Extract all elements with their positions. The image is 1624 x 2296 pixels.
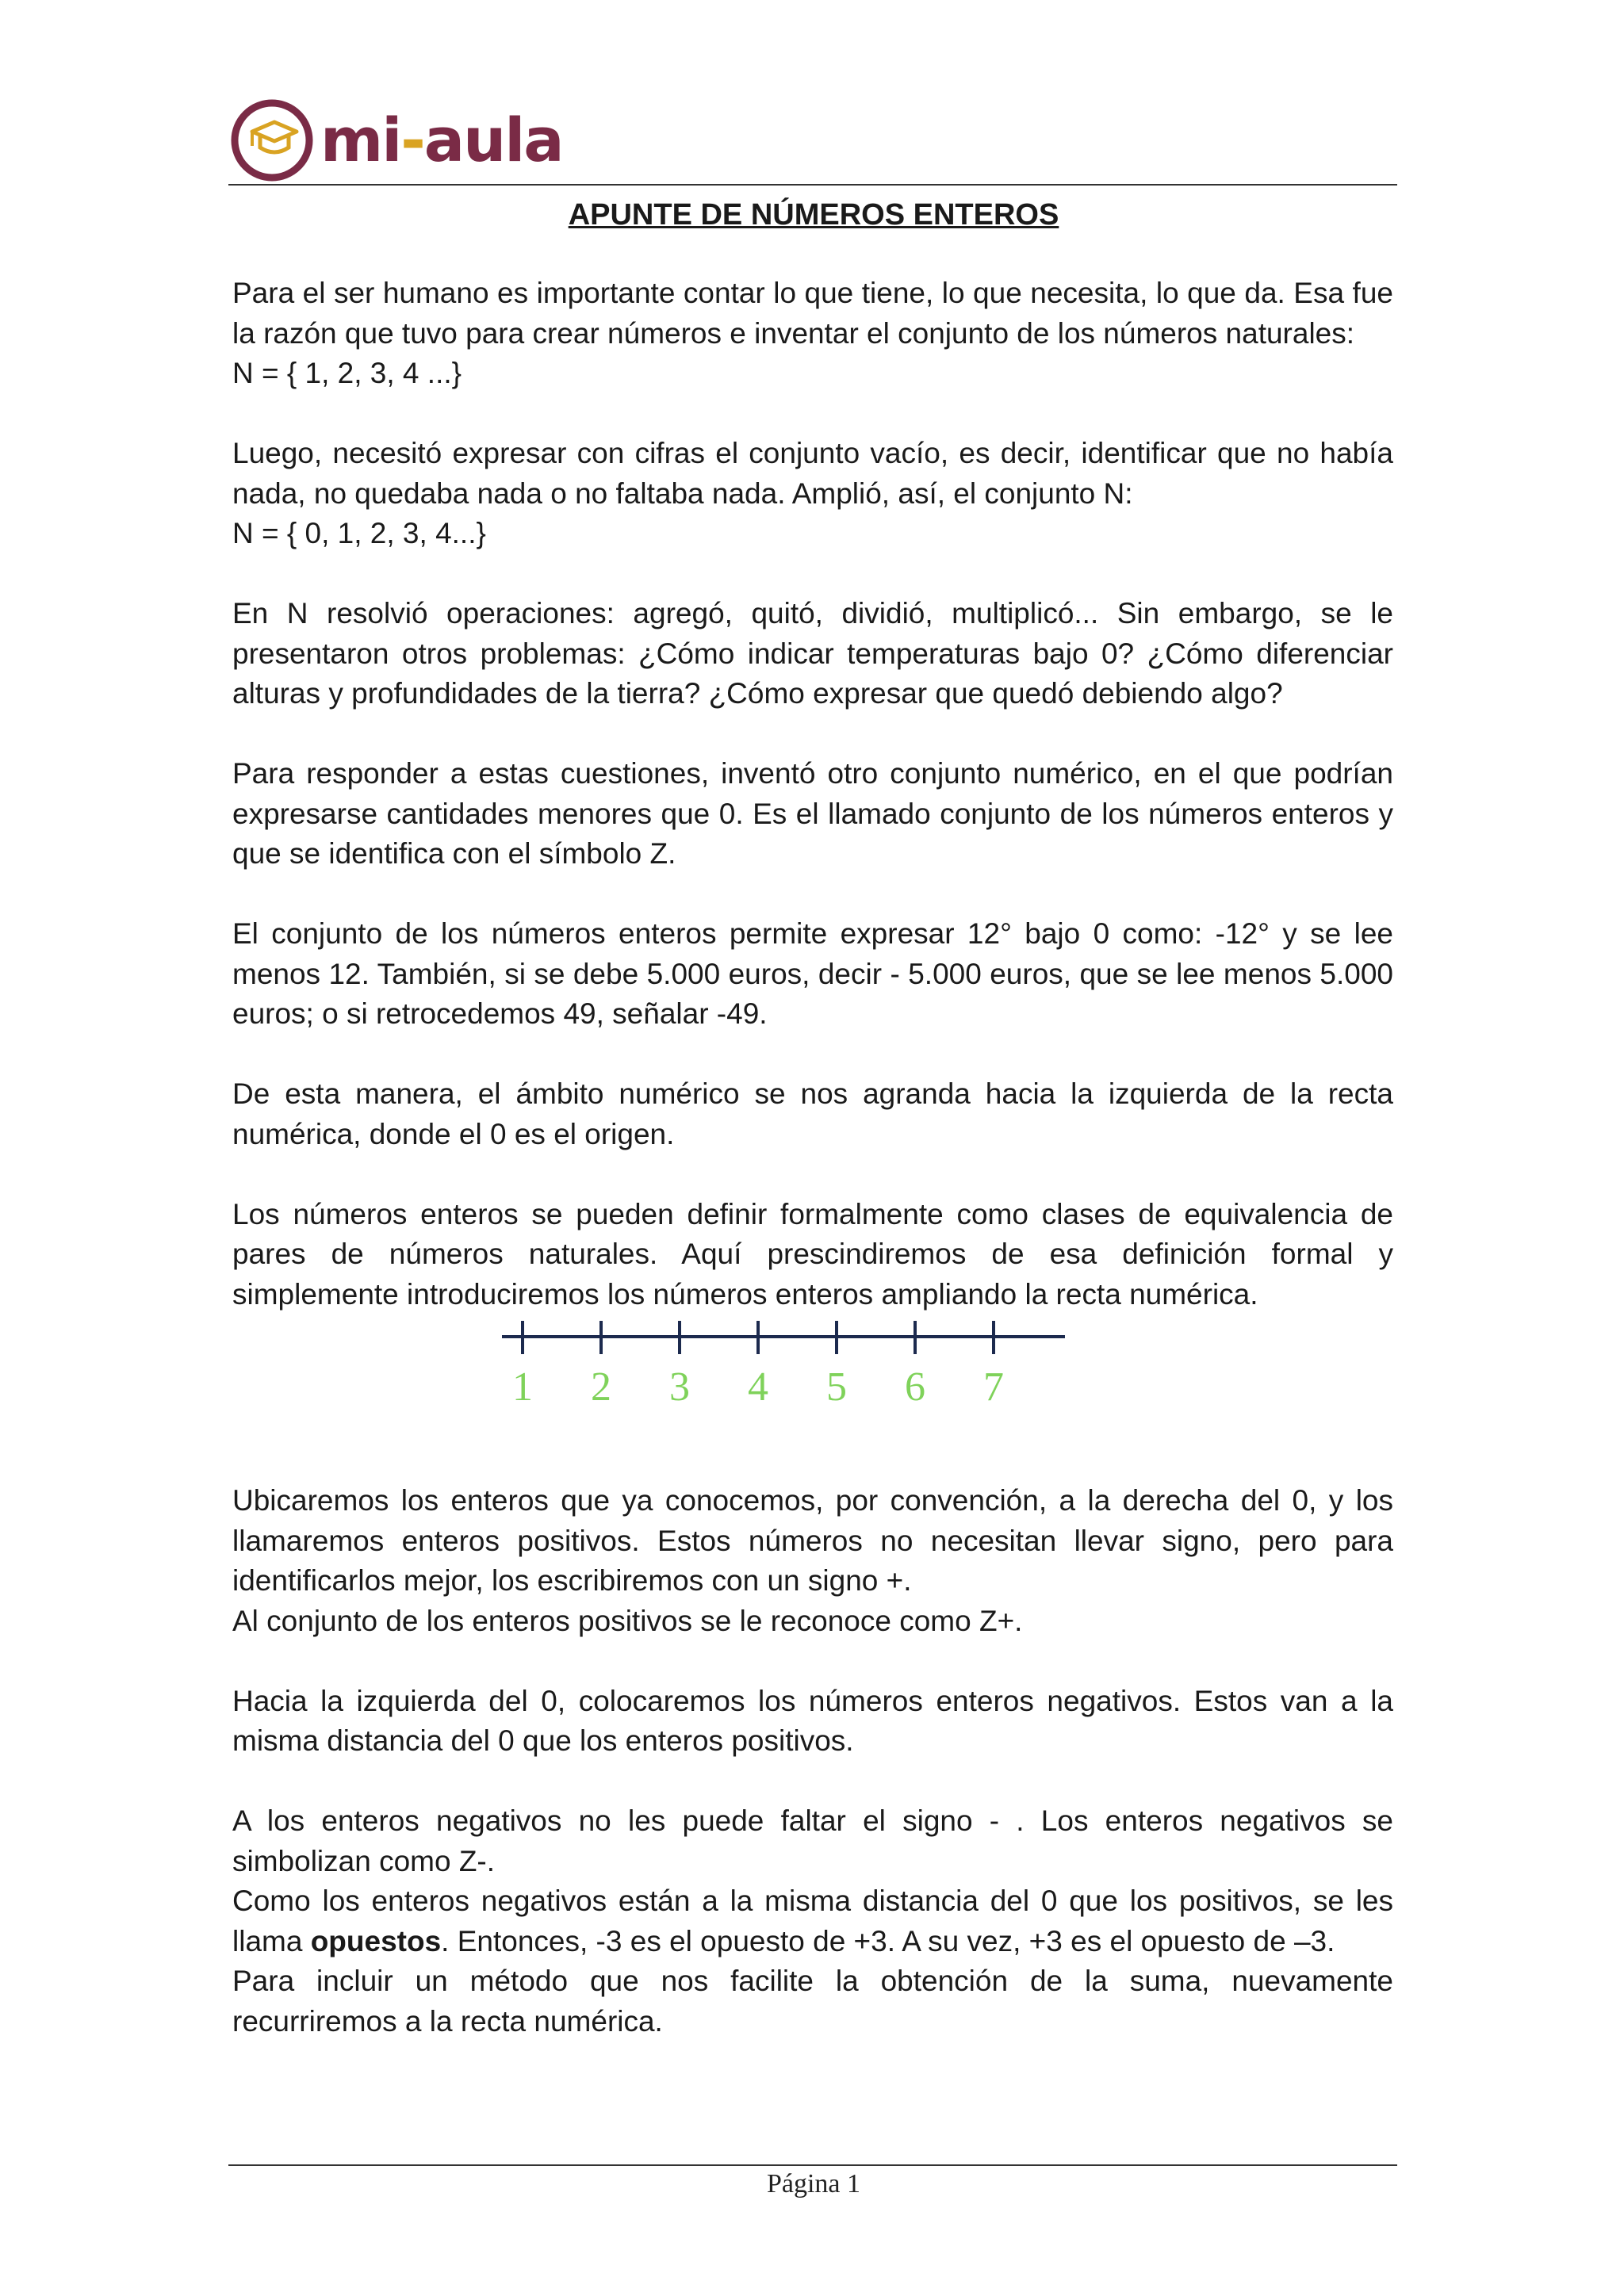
number-line: [502, 1321, 1073, 1432]
paragraph: De esta manera, el ámbito numérico se nos agranda hacia la izquierda de la recta numérica, donde el 0 es el origen.: [232, 1077, 1393, 1150]
paragraph: N = { 1, 2, 3, 4 ...}: [232, 357, 462, 389]
number-line-figure: [232, 1314, 1393, 1433]
paragraph: Los números enteros se pueden definir formalmente como clases de equivalencia de pares de números naturales. Aquí prescindiremos de esa definición formal y simplemente introduciremos los números enteros ampliando la recta numérica.: [232, 1197, 1393, 1311]
paragraph: A los enteros negativos no les puede faltar el signo - . Los enteros negativos se simbolizan como Z-.: [232, 1804, 1393, 1877]
number-line-label: 5: [826, 1364, 847, 1410]
number-line-label: 7: [983, 1364, 1004, 1410]
footer-rule: [228, 2164, 1397, 2166]
page-header: [230, 94, 1397, 187]
number-line-label: 3: [669, 1364, 690, 1410]
document-title: APUNTE DE NÚMEROS ENTEROS: [568, 198, 1059, 232]
paragraph: El conjunto de los números enteros permite expresar 12° bajo 0 como: -12° y se lee menos 12. También, si se debe 5.000 euros, decir - 5.000 euros, que se lee menos 5.000 euros; o si retrocedemos 49, señalar -49.: [232, 917, 1393, 1030]
paragraph-opuestos: Como los enteros negativos están a la misma distancia del 0 que los positivos, se les llama opuestos. Entonces, -3 es el opuesto de +3. A su vez, +3 es el opuesto de –3.: [232, 1885, 1393, 1957]
paragraph: Al conjunto de los enteros positivos se le reconoce como Z+.: [232, 1604, 1023, 1637]
paragraph: Luego, necesitó expresar con cifras el conjunto vacío, es decir, identificar que no había nada, no quedaba nada o no faltaba nada. Amplió, así, el conjunto N:: [232, 437, 1393, 510]
number-line-label: 2: [591, 1364, 611, 1410]
paragraph: Hacia la izquierda del 0, colocaremos los números enteros negativos. Estos van a la misma distancia del 0 que los enteros positivos.: [232, 1684, 1393, 1757]
paragraph: En N resolvió operaciones: agregó, quitó, dividió, multiplicó... Sin embargo, se le presentaron otros problemas: ¿Cómo indicar temperaturas bajo 0? ¿Cómo diferenciar alturas y profundidades de la tierra? ¿Cómo expresar que quedó debiendo algo?: [232, 597, 1393, 710]
number-line-label: 1: [512, 1364, 533, 1410]
number-line-label: 4: [748, 1364, 768, 1410]
page-number: Página 1: [766, 2169, 861, 2198]
document-body: [232, 274, 1393, 2042]
paragraph: Ubicaremos los enteros que ya conocemos, por convención, a la derecha del 0, y los llamaremos enteros positivos. Estos números no necesitan llevar signo, pero para identificarlos mejor, los escribiremos con un signo +.: [232, 1484, 1393, 1597]
paragraph: Para incluir un método que nos facilite la obtención de la suma, nuevamente recurriremos a la recta numérica.: [232, 1965, 1393, 2038]
paragraph: N = { 0, 1, 2, 3, 4...}: [232, 517, 486, 549]
mi-aula-logo: [230, 94, 563, 187]
graduation-cap-icon: [230, 98, 314, 182]
paragraph: Para el ser humano es importante contar lo que tiene, lo que necesita, lo que da. Esa fue la razón que tuvo para crear números e inventar el conjunto de los números naturales:: [232, 277, 1393, 350]
bold-term: opuestos: [310, 1924, 442, 1957]
paragraph: Para responder a estas cuestiones, inventó otro conjunto numérico, en el que podrían expresarse cantidades menores que 0. Es el llamado conjunto de los números enteros y que se identifica con el símbolo Z.: [232, 757, 1393, 870]
header-rule: [228, 184, 1397, 186]
logo-wordmark: mi-aula: [320, 105, 563, 175]
number-line-label: 6: [905, 1364, 925, 1410]
